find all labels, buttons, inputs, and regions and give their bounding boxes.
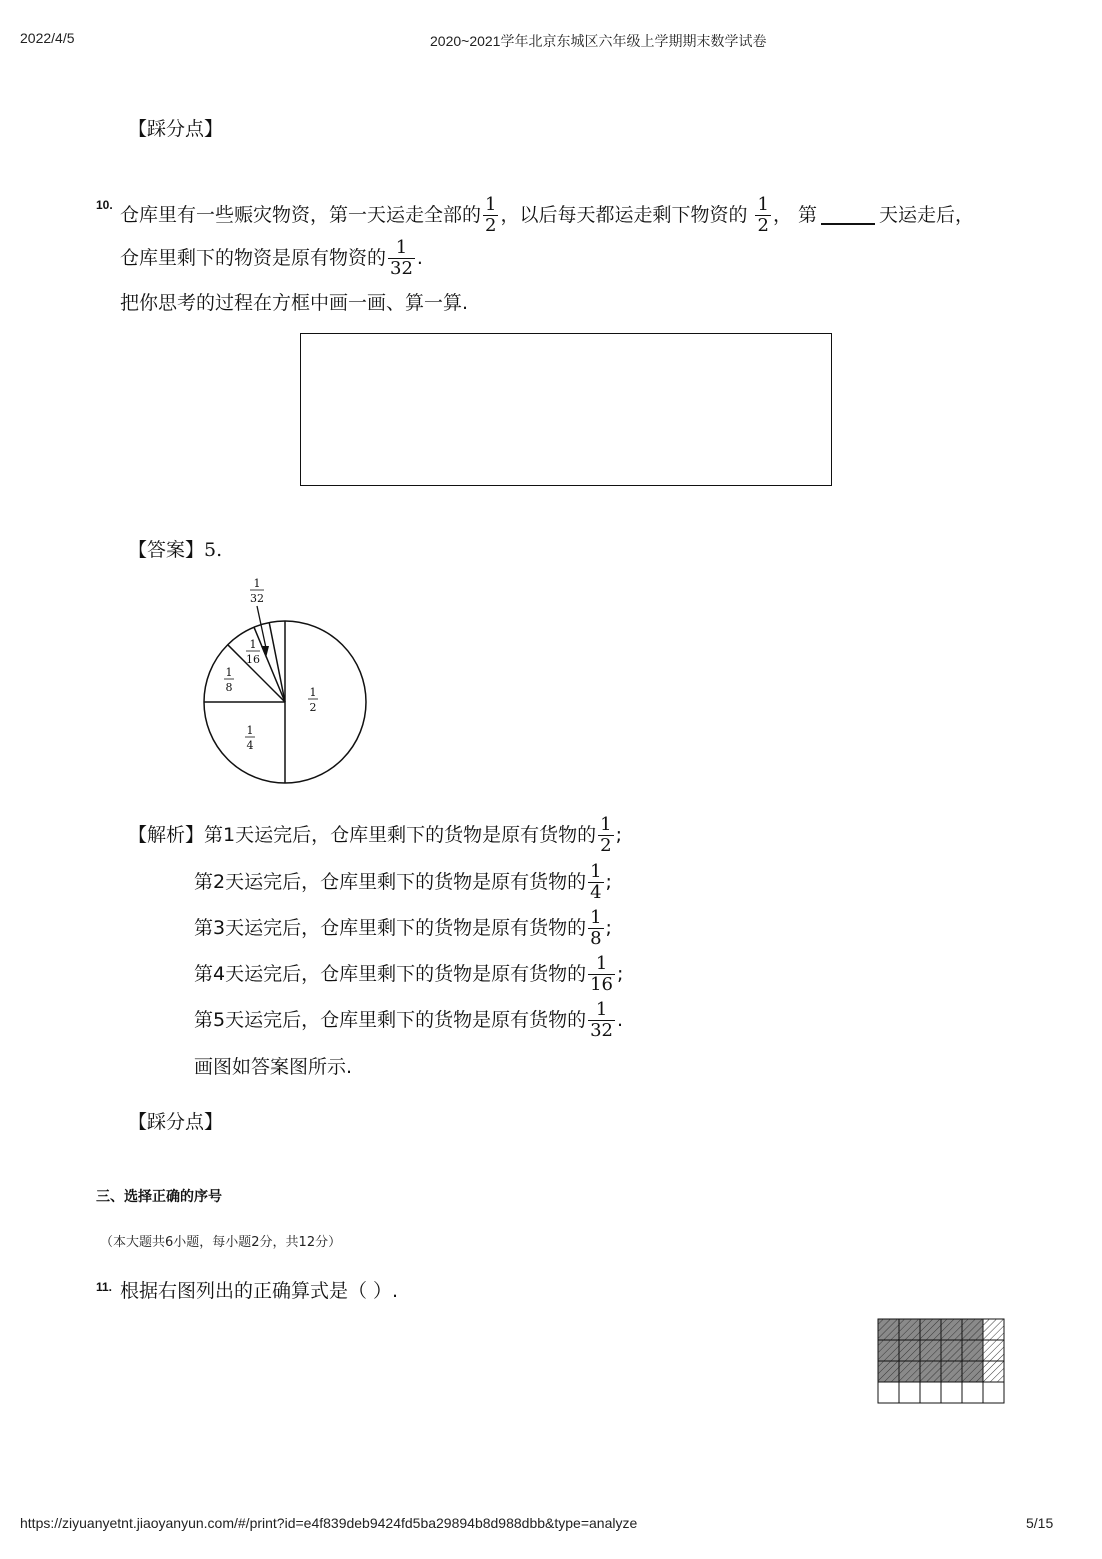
score-point-label-q10: 【踩分点】 [128, 1111, 224, 1133]
grid-cell-hatch [983, 1361, 1004, 1382]
q10-text-c: ， 第 [772, 204, 817, 226]
analysis-text-1: 第1天运完后，仓库里剩下的货物是原有货物的 [204, 824, 597, 846]
q10-line-2 [120, 234, 423, 282]
answer-value: 5. [204, 539, 223, 561]
print-date: 2022/4/5 [20, 30, 75, 46]
q10-text-b: ，以后每天都运走剩下物资的 [500, 204, 748, 226]
grid-cell [983, 1382, 1004, 1403]
grid-cell-hatch [962, 1340, 983, 1361]
grid-cell [962, 1382, 983, 1403]
q10-text-d: 天运走后， [878, 204, 974, 226]
answer-line [128, 537, 222, 563]
grid-cell-hatch [920, 1361, 941, 1382]
grid-cell-hatch [878, 1319, 899, 1340]
q10-line-1 [120, 190, 974, 240]
fraction-one-half-2: $\frac{1}{2}$ [757, 193, 769, 236]
analysis-conclusion: 画图如答案图所示. [194, 1056, 353, 1078]
analysis-line-2 [194, 857, 612, 907]
grid-cell-hatch [899, 1319, 920, 1340]
grid-cell [878, 1382, 899, 1403]
answer-label: 【答案】 [128, 539, 205, 561]
pie-label-eighth-n: 1 [225, 666, 233, 679]
pie-diagram [195, 572, 375, 792]
analysis-text-2: 第2天运完后，仓库里剩下的货物是原有货物的 [194, 871, 587, 893]
fraction-one-thirtysecond: $\frac{1}{32}$ [390, 236, 413, 279]
q11-text: 根据右图列出的正确算式是（ ）. [120, 1280, 399, 1302]
analysis-end-2: ; [605, 871, 612, 893]
section-title: 三、选择正确的序号 [96, 1189, 222, 1205]
analysis-line-1 [128, 810, 622, 860]
analysis-line-4 [194, 949, 623, 999]
pie-divider-thirtysecond [269, 623, 285, 703]
analysis-line-3 [194, 903, 612, 953]
pie-pointer-line [257, 606, 266, 648]
pie-label-eighth-d: 8 [225, 681, 233, 694]
grid-cell-hatch [899, 1340, 920, 1361]
analysis-fraction-2: $\frac{1}{4}$ [590, 860, 602, 903]
analysis-end-5: . [617, 1009, 624, 1031]
drawing-box[interactable] [300, 333, 832, 486]
pie-label-quarter-n: 1 [246, 724, 254, 737]
q10-text-line2: 仓库里剩下的物资是原有物资的 [120, 247, 387, 269]
pie-label-half-n: 1 [309, 686, 317, 699]
score-point-label-q9: 【踩分点】 [128, 118, 224, 140]
analysis-fraction-3: $\frac{1}{8}$ [590, 906, 602, 949]
analysis-line-5 [194, 995, 623, 1045]
grid-cell-hatch [878, 1361, 899, 1382]
pie-label-thirtysecond-n: 1 [253, 577, 261, 590]
grid-cell-hatch [941, 1319, 962, 1340]
grid-cell-hatch [920, 1340, 941, 1361]
q10-text-a: 仓库里有一些赈灾物资，第一天运走全部的 [120, 204, 482, 226]
question-number-11: 11. [96, 1280, 113, 1294]
grid-cell-hatch [899, 1361, 920, 1382]
analysis-end-4: ; [617, 963, 624, 985]
grid-cell-hatch [983, 1340, 1004, 1361]
pie-label-quarter-d: 4 [246, 739, 254, 752]
analysis-fraction-5: $\frac{1}{32}$ [590, 998, 613, 1041]
pie-label-half-d: 2 [309, 701, 317, 714]
grid-cell [941, 1382, 962, 1403]
grid-cell-hatch [920, 1319, 941, 1340]
analysis-text-3: 第3天运完后，仓库里剩下的货物是原有货物的 [194, 917, 587, 939]
fraction-one-half: $\frac{1}{2}$ [485, 193, 497, 236]
grid-cell [920, 1382, 941, 1403]
grid-cell-hatch [983, 1319, 1004, 1340]
grid-cell-hatch [941, 1340, 962, 1361]
document-title: 2020~2021学年北京东城区六年级上学期期末数学试卷 [430, 33, 767, 49]
analysis-text-4: 第4天运完后，仓库里剩下的货物是原有货物的 [194, 963, 587, 985]
section-note: （本大题共6小题，每小题2分，共12分） [100, 1235, 342, 1250]
q10-period: . [416, 247, 423, 269]
pie-pointer-arrowhead [261, 646, 269, 658]
analysis-fraction-1: $\frac{1}{2}$ [600, 813, 612, 856]
grid-figure [877, 1318, 1005, 1404]
analysis-fraction-4: $\frac{1}{16}$ [590, 952, 613, 995]
grid-cell [899, 1382, 920, 1403]
pie-label-thirtysecond-d: 32 [250, 592, 264, 605]
page-number: 5/15 [1026, 1515, 1054, 1531]
analysis-end-1: ; [615, 824, 622, 846]
answer-blank[interactable] [821, 205, 875, 225]
q10-instruction: 把你思考的过程在方框中画一画、算一算. [120, 292, 469, 314]
question-number-10: 10. [96, 198, 113, 212]
grid-cell-hatch [941, 1361, 962, 1382]
grid-cell-hatch [878, 1340, 899, 1361]
footer-url[interactable]: https://ziyuanyetnt.jiaoyanyun.com/#/print?id=e4f839deb9424fd5ba29894b8d988dbb&type=analyze [20, 1515, 638, 1531]
analysis-label: 【解析】 [128, 824, 205, 846]
pie-label-sixteenth-n: 1 [249, 638, 257, 651]
pie-label-sixteenth-d: 16 [246, 653, 260, 666]
analysis-text-5: 第5天运完后，仓库里剩下的货物是原有货物的 [194, 1009, 587, 1031]
grid-cell-hatch [962, 1319, 983, 1340]
grid-cell-hatch [962, 1361, 983, 1382]
analysis-end-3: ; [605, 917, 612, 939]
